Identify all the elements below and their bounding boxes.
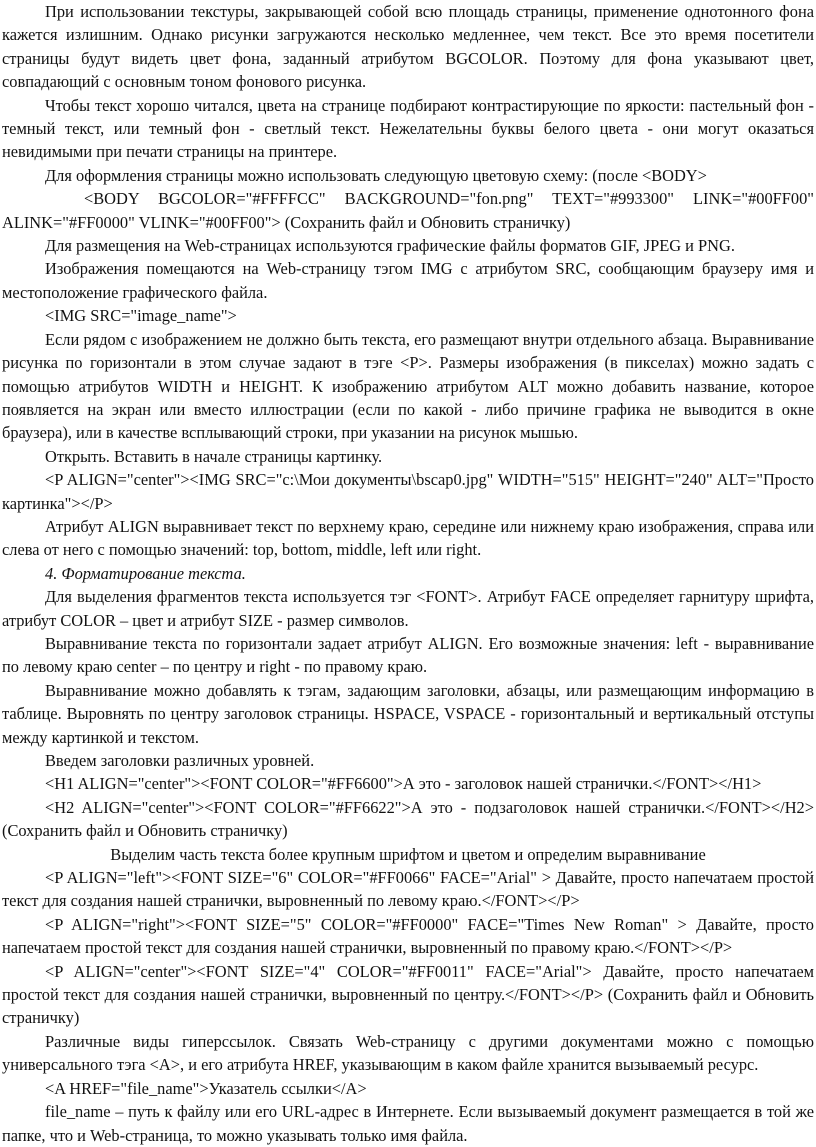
- code-p-img-center: <P ALIGN="center"><IMG SRC="c:\Мои документы\bscap0.jpg" WIDTH="515" HEIGHT="240" ALT="Просто картинка"></P>: [2, 470, 814, 513]
- code-p-right: <P ALIGN="right"><FONT SIZE="5" COLOR="#FF0000" FACE="Times New Roman" > Давайте, просто напечатаем простой текст для создания нашей странички, выровненный по правому краю.</FONT></P>: [2, 914, 814, 958]
- paragraph-open-insert: Открыть. Вставить в начале страницы картинку.: [45, 446, 383, 466]
- section-heading-text-formatting: 4. Форматирование текста.: [45, 563, 246, 583]
- paragraph-contrast-colors: Чтобы текст хорошо читался, цвета на странице подбирают контрастирующие по яркости: пастельный фон - темный текст, или темный фон - светлый текст. Нежелательны буквы белого цвета - они могут оказаться невидимыми при печати страницы на принтере.: [2, 95, 814, 162]
- code-p-left: <P ALIGN="left"><FONT SIZE="6" COLOR="#FF0066" FACE="Arial" > Давайте, просто напечатаем простой текст для создания нашей странички, выровненный по левому краю.</FONT></P>: [2, 868, 814, 911]
- code-p-center: <P ALIGN="center"><FONT SIZE="4" COLOR="#FF0011" FACE="Arial"> Давайте, просто напечатаем простой текст для создания нашей странички, выровненный по центру.</FONT></P> (Сохранить файл и Обновить страничку): [2, 961, 814, 1028]
- paragraph-alignment-tags: Выравнивание можно добавлять к тэгам, задающим заголовки, абзацы, или размещающим информацию в таблице. Выровнять по центру заголовок страницы. HSPACE, VSPACE - горизонтальный и вертикальный отступы между картинкой и текстом.: [2, 680, 814, 747]
- code-body-tag: <BODY BGCOLOR="#FFFFCC" BACKGROUND="fon.png" TEXT="#993300" LINK="#00FF00" ALINK="#FF0000" VLINK="#00FF00"> (Сохранить файл и Обновить страничку): [2, 189, 814, 232]
- paragraph-image-alignment: Если рядом с изображением не должно быть текста, его размещают внутри отдельного абзаца. Выравнивание рисунка по горизонтали в этом случае задают в тэге <P>. Размеры изображения (в пикселах) можно задать с помощью атрибутов WIDTH и HEIGHT. К изображению атрибутом ALT можно добавить название, которое появляется на экран или вместо иллюстрации (если по какой - либо причине графика не выводится в окне браузера), или в качестве всплывающий строки, при указании на рисунок мышью.: [2, 329, 814, 443]
- paragraph-font-tag: Для выделения фрагментов текста используется тэг <FONT>. Атрибут FACE определяет гарнитуру шрифта, атрибут COLOR – цвет и атрибут SIZE - размер символов.: [2, 587, 814, 630]
- code-a-href: <A HREF="file_name">Указатель ссылки</A>: [45, 1078, 367, 1098]
- paragraph-texture-background: При использовании текстуры, закрывающей собой всю площадь страницы, применение однотонного фона кажется излишним. Однако рисунки загружаются несколько медленнее, чем текст. Все это время посетители страницы будут видеть цвет фона, заданный атрибутом BGCOLOR. Поэтому для фона указывают цвет, совпадающий с основным тоном фонового рисунка.: [2, 2, 814, 92]
- code-h2: <H2 ALIGN="center"><FONT COLOR="#FF6622">А это - подзаголовок нашей странички.</FONT></H2> (Сохранить файл и Обновить страничку): [2, 797, 814, 841]
- code-img-src: <IMG SRC="image_name">: [45, 306, 237, 326]
- paragraph-image-formats: Для размещения на Web-страницах используются графические файлы форматов GIF, JPEG и PNG.: [45, 236, 735, 256]
- paragraph-color-scheme: Для оформления страницы можно использовать следующую цветовую схему: (после <BODY>: [45, 165, 707, 185]
- paragraph-file-name: file_name – путь к файлу или его URL-адрес в Интернете. Если вызываемый документ размещается в той же папке, что и Web-страница, то можно указывать только имя файла.: [2, 1102, 814, 1145]
- paragraph-align-attribute: Атрибут ALIGN выравнивает текст по верхнему краю, середине или нижнему краю изображения, справа или слева от него с помощью значений: top, bottom, middle, left или right.: [2, 516, 814, 560]
- paragraph-heading-levels: Введем заголовки различных уровней.: [45, 751, 315, 770]
- paragraph-hyperlinks: Различные виды гиперссылок. Связать Web-страницу с другими документами можно с помощью универсального тэга <A>, и его атрибута HREF, указывающим в каком файле хранится вызываемый ресурс.: [2, 1031, 814, 1075]
- code-h1: <H1 ALIGN="center"><FONT COLOR="#FF6600">А это - заголовок нашей странички.</FONT></H1>: [45, 774, 762, 794]
- paragraph-horizontal-alignment: Выравнивание текста по горизонтали задает атрибут ALIGN. Его возможные значения: left - выравнивание по левому краю center – по центру и right - по правому краю.: [2, 633, 814, 677]
- paragraph-larger-font: Выделим часть текста более крупным шрифтом и цветом и определим выравнивание: [110, 844, 706, 864]
- paragraph-img-tag: Изображения помещаются на Web-страницу тэгом IMG с атрибутом SRC, сообщающим браузеру имя и местоположение графического файла.: [2, 259, 814, 302]
